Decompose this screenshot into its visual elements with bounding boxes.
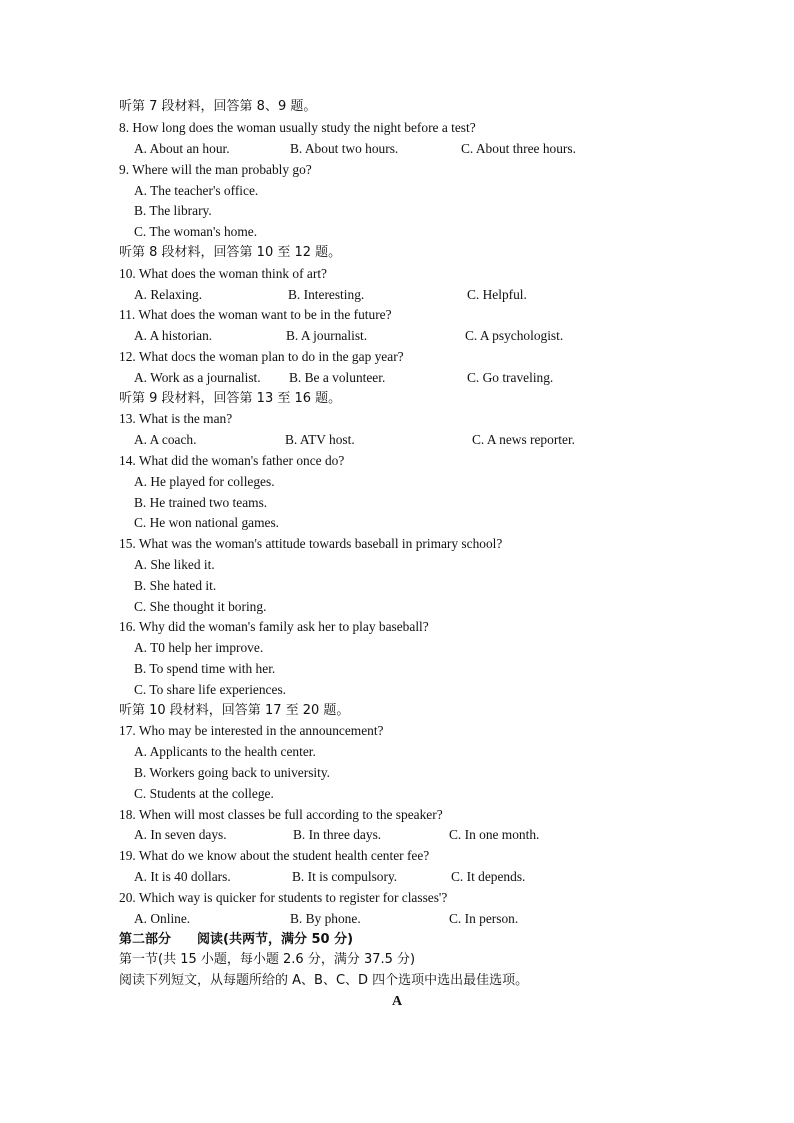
q11-option-c: C. A psychologist. [465, 328, 564, 343]
q16-option-b: B. To spend time with her. [134, 661, 276, 676]
q15-option-c: C. She thought it boring. [134, 599, 267, 614]
q11-option-a: A. A historian. [134, 328, 213, 343]
question-17: 17. Who may be interested in the announcement? [119, 723, 384, 738]
q18-option-b: B. In three days. [293, 827, 382, 842]
q18-option-c: C. In one month. [449, 827, 540, 842]
question-10: 10. What does the woman think of art? [119, 266, 327, 281]
q11-option-b: B. A journalist. [286, 328, 368, 343]
q15-option-b: B. She hated it. [134, 578, 217, 593]
q9-option-b: B. The library. [134, 203, 212, 218]
reading-instruction: 阅读下列短文，从每题所给的 A、B、C、D 四个选项中选出最佳选项。 [119, 973, 529, 988]
q18-option-a: A. In seven days. [134, 827, 227, 842]
q8-option-a: A. About an hour. [134, 141, 230, 156]
q16-option-a: A. T0 help her improve. [134, 640, 264, 655]
q14-option-c: C. He won national games. [134, 515, 280, 530]
section-heading: 听第 7 段材料，回答第 8、9 题。 [119, 99, 317, 114]
q17-option-a: A. Applicants to the health center. [134, 744, 316, 759]
q13-option-a: A. A coach. [134, 432, 197, 447]
section-heading: 听第 9 段材料，回答第 13 至 16 题。 [119, 391, 342, 406]
q10-option-c: C. Helpful. [467, 287, 527, 302]
section-heading: 听第 10 段材料，回答第 17 至 20 题。 [119, 703, 350, 718]
q12-option-a: A. Work as a journalist. [134, 370, 261, 385]
q14-option-b: B. He trained two teams. [134, 495, 268, 510]
q13-option-c: C. A news reporter. [472, 432, 576, 447]
section-one-heading: 第一节(共 15 小题，每小题 2.6 分，满分 37.5 分) [119, 952, 416, 967]
question-12: 12. What docs the woman plan to do in the gap year? [119, 349, 404, 364]
question-16: 16. Why did the woman's family ask her to play baseball? [119, 619, 429, 634]
q19-option-b: B. It is compulsory. [292, 869, 398, 884]
q16-option-c: C. To share life experiences. [134, 682, 287, 697]
q19-option-c: C. It depends. [451, 869, 526, 884]
question-14: 14. What did the woman's father once do? [119, 453, 345, 468]
question-11: 11. What does the woman want to be in the future? [119, 307, 392, 322]
passage-label: A [391, 994, 403, 1009]
q12-option-b: B. Be a volunteer. [289, 370, 386, 385]
question-9: 9. Where will the man probably go? [119, 162, 312, 177]
q17-option-b: B. Workers going back to university. [134, 765, 331, 780]
part-two-title: 第二部分 阅读(共两节，满分 50 分) [119, 932, 354, 947]
question-18: 18. When will most classes be full according to the speaker? [119, 807, 443, 822]
question-15: 15. What was the woman's attitude towards baseball in primary school? [119, 536, 503, 551]
q10-option-a: A. Relaxing. [134, 287, 203, 302]
q20-option-c: C. In person. [449, 911, 519, 926]
q20-option-b: B. By phone. [290, 911, 361, 926]
question-8: 8. How long does the woman usually study the night before a test? [119, 120, 476, 135]
q8-option-c: C. About three hours. [461, 141, 576, 156]
question-19: 19. What do we know about the student health center fee? [119, 848, 430, 863]
q20-option-a: A. Online. [134, 911, 191, 926]
q19-option-a: A. It is 40 dollars. [134, 869, 231, 884]
q13-option-b: B. ATV host. [285, 432, 355, 447]
q10-option-b: B. Interesting. [288, 287, 365, 302]
question-20: 20. Which way is quicker for students to register for classes'? [119, 890, 448, 905]
question-13: 13. What is the man? [119, 411, 233, 426]
q9-option-a: A. The teacher's office. [134, 183, 259, 198]
q14-option-a: A. He played for colleges. [134, 474, 275, 489]
q15-option-a: A. She liked it. [134, 557, 215, 572]
q8-option-b: B. About two hours. [290, 141, 399, 156]
section-heading: 听第 8 段材料，回答第 10 至 12 题。 [119, 245, 342, 260]
q17-option-c: C. Students at the college. [134, 786, 274, 801]
q9-option-c: C. The woman's home. [134, 224, 258, 239]
q12-option-c: C. Go traveling. [467, 370, 554, 385]
